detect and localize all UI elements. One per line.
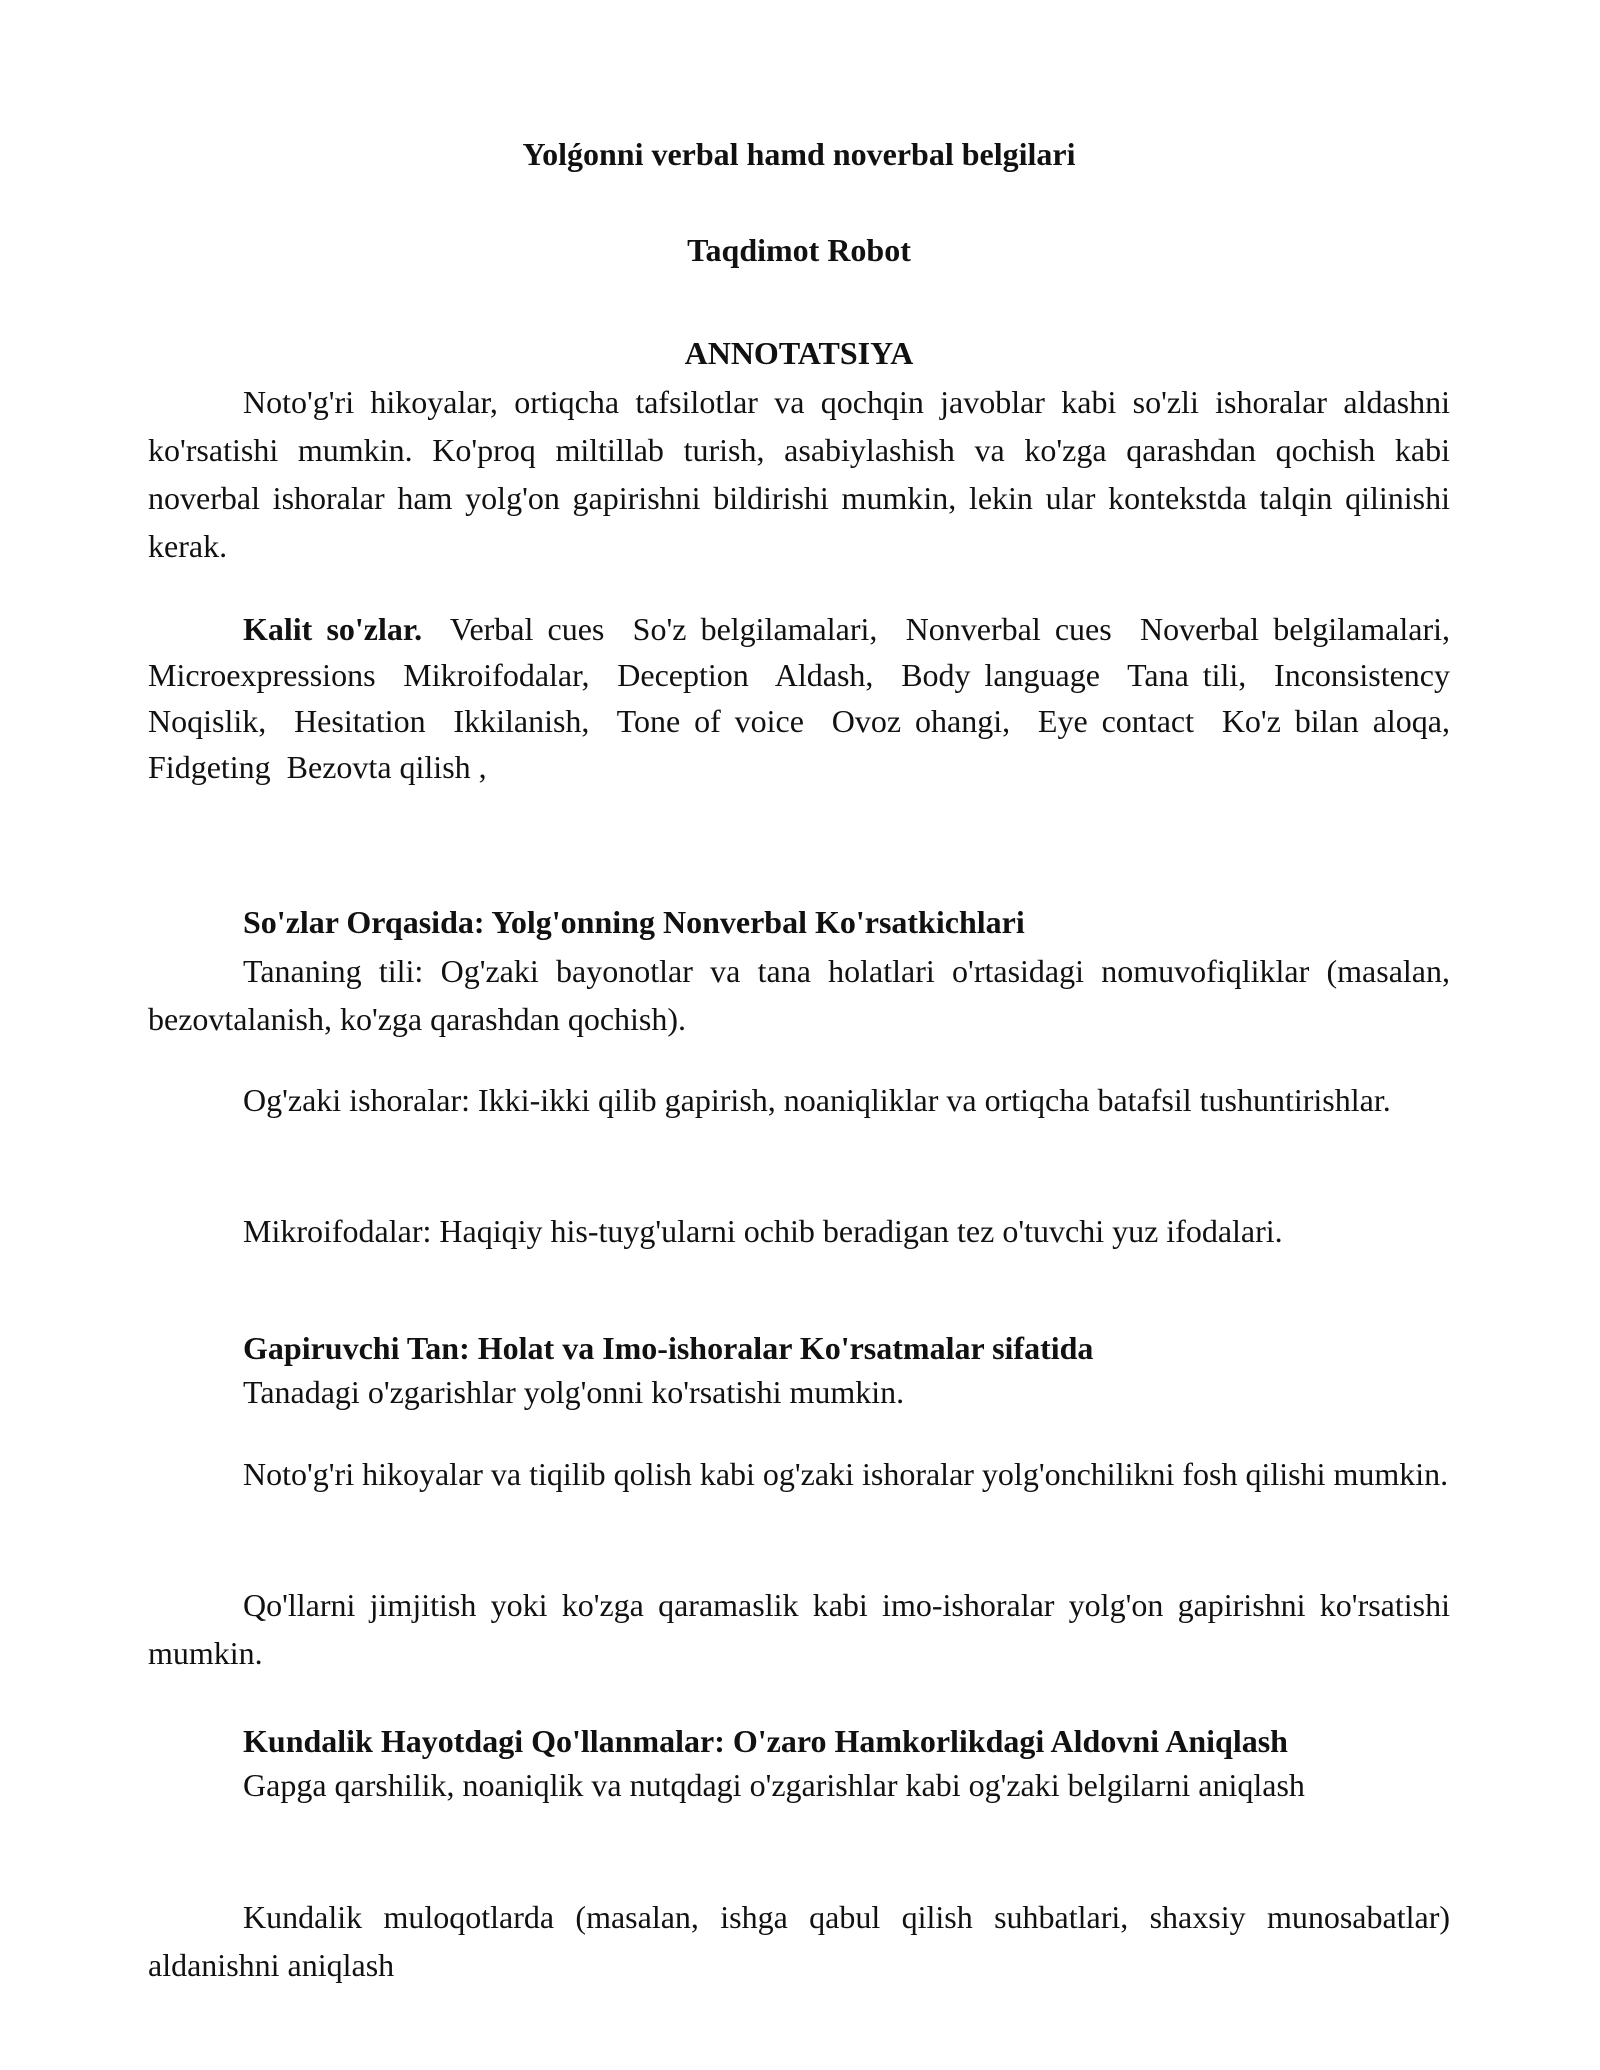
section-heading: Gapiruvchi Tan: Holat va Imo-ishoralar Ko'rsatmalar sifatida bbox=[243, 1330, 1094, 1366]
keywords-label: Kalit so'zlar. bbox=[243, 611, 423, 647]
keywords-paragraph bbox=[148, 606, 1467, 790]
section-heading: Kundalik Hayotdagi Qo'llanmalar: O'zaro Hamkorlikdagi Aldovni Aniqlash bbox=[243, 1723, 1288, 1759]
section-paragraph: Tanadagi o'zgarishlar yolg'onni ko'rsatishi mumkin. bbox=[243, 1374, 905, 1410]
section-paragraph: Noto'g'ri hikoyalar va tiqilib qolish kabi og'zaki ishoralar yolg'onchilikni fosh qilishi mumkin. bbox=[243, 1456, 1449, 1492]
section-paragraph: Og'zaki ishoralar: Ikki-ikki qilib gapirish, noaniqliklar va ortiqcha batafsil tushuntirishlar. bbox=[243, 1082, 1391, 1118]
section-paragraph: Kundalik muloqotlarda (masalan, ishga qabul qilish suhbatlari, shaxsiy munosabatlar) aldanishni aniqlash bbox=[148, 1899, 1450, 1983]
annotation-heading: ANNOTATSIYA bbox=[684, 335, 914, 371]
document-author: Taqdimot Robot bbox=[687, 232, 911, 268]
section-heading: So'zlar Orqasida: Yolg'onning Nonverbal Ko'rsatkichlari bbox=[243, 904, 1025, 940]
keywords-text: Verbal cues So'z belgilamalari, Nonverbal cues Noverbal belgilamalari, Microexpressions Mikroifodalar, Deception Aldash, Body language Tana tili, Inconsistency Noqislik, Hesitation Ikkilanish, Tone of voice Ovoz ohangi, Eye contact Ko'z bilan aloqa, Fidgeting Bezovta qilish , bbox=[148, 611, 1467, 785]
section-paragraph: Mikroifodalar: Haqiqiy his-tuyg'ularni ochib beradigan tez o'tuvchi yuz ifodalari. bbox=[243, 1213, 1283, 1249]
annotation-text: Noto'g'ri hikoyalar, ortiqcha tafsilotlar va qochqin javoblar kabi so'zli ishoralar aldashni ko'rsatishi mumkin. Ko'proq miltillab turish, asabiylashish va ko'zga qarashdan qochish kabi noverbal ishoralar ham yolg'on gapirishni bildirishi mumkin, lekin ular kontekstda talqin qilinishi kerak. bbox=[148, 384, 1450, 564]
section-paragraph: Gapga qarshilik, noaniqlik va nutqdagi o'zgarishlar kabi og'zaki belgilarni aniqlash bbox=[243, 1767, 1305, 1803]
document-title: Yolǵonni verbal hamd noverbal belgilari bbox=[522, 136, 1076, 172]
section-paragraph: Tananing tili: Og'zaki bayonotlar va tana holatlari o'rtasidagi nomuvofiqliklar (masalan, bezovtalanish, ko'zga qarashdan qochish). bbox=[148, 953, 1450, 1037]
section-paragraph: Qo'llarni jimjitish yoki ko'zga qaramaslik kabi imo-ishoralar yolg'on gapirishni ko'rsatishi mumkin. bbox=[148, 1587, 1450, 1671]
